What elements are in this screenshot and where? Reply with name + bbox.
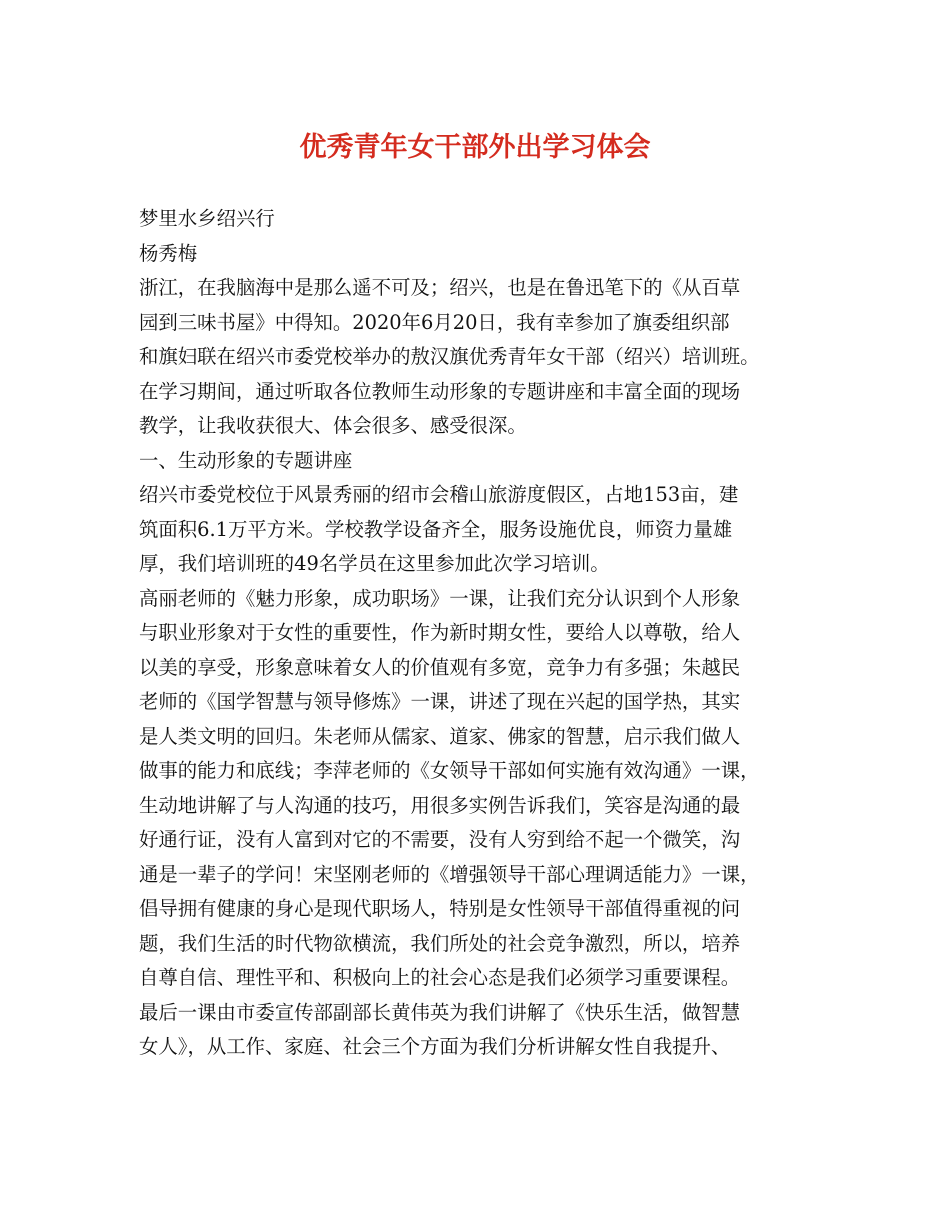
text-line: 浙江，在我脑海中是那么遥不可及；绍兴，也是在鲁迅笔下的《从百草 [139, 276, 741, 299]
text-line: 和旗妇联在绍兴市委党校举办的敖汉旗优秀青年女干部（绍兴）培训班。 [139, 345, 760, 368]
text-line: 在学习期间，通过听取各位教师生动形象的专题讲座和丰富全面的现场 [139, 379, 741, 403]
text-line: 教学，让我收获很大、体会很多、感受很深。 [139, 414, 527, 437]
text-line: 自尊自信、理性平和、积极向上的社会心态是我们必须学习重要课程。 [139, 966, 741, 989]
text-line: 筑面积6.1万平方米。学校教学设备齐全，服务设施优良，师资力量雄 [139, 517, 733, 541]
text-line: 通是一辈子的学问！宋坚刚老师的《增强领导干部心理调适能力》一课， [139, 862, 760, 886]
text-line: 高丽老师的《魅力形象，成功职场》一课，让我们充分认识到个人形象 [139, 586, 741, 610]
text-line: 以美的享受，形象意味着女人的价值观有多宽，竞争力有多强；朱越民 [139, 655, 741, 679]
text-line: 老师的《国学智慧与领导修炼》一课，讲述了现在兴起的国学热，其实 [139, 690, 741, 713]
document-body [139, 202, 819, 1065]
text-line: 生动地讲解了与人沟通的技巧，用很多实例告诉我们，笑容是沟通的最 [139, 793, 741, 817]
text-line: 好通行证，没有人富到对它的不需要，没有人穷到给不起一个微笑，沟 [139, 828, 741, 851]
text-line: 是人类文明的回归。朱老师从儒家、道家、佛家的智慧，启示我们做人 [139, 724, 741, 748]
text-line: 厚，我们培训班的49名学员在这里参加此次学习培训。 [139, 552, 610, 575]
text-line: 倡导拥有健康的身心是现代职场人，特别是女性领导干部值得重视的问 [139, 897, 741, 920]
author-line: 杨秀梅 [139, 241, 198, 265]
text-line: 题，我们生活的时代物欲横流，我们所处的社会竞争激烈，所以，培养 [139, 931, 741, 955]
text-line: 做事的能力和底线；李萍老师的《女领导干部如何实施有效沟通》一课， [139, 759, 760, 782]
text-line: 女人》，从工作、家庭、社会三个方面为我们分析讲解女性自我提升、 [139, 1035, 731, 1058]
subtitle-line: 梦里水乡绍兴行 [139, 207, 275, 230]
section-heading: 一、生动形象的专题讲座 [139, 448, 353, 472]
document-title: 优秀青年女干部外出学习体会 [299, 132, 651, 163]
text-line: 最后一课由市委宣传部副部长黄伟英为我们讲解了《快乐生活，做智慧 [139, 1000, 741, 1024]
text-line: 与职业形象对于女性的重要性，作为新时期女性，要给人以尊敬，给人 [139, 621, 741, 644]
text-line: 绍兴市委党校位于风景秀丽的绍市会稽山旅游度假区，占地153亩，建 [139, 483, 739, 506]
text-line: 园到三味书屋》中得知。2020年6月20日，我有幸参加了旗委组织部 [139, 310, 730, 334]
